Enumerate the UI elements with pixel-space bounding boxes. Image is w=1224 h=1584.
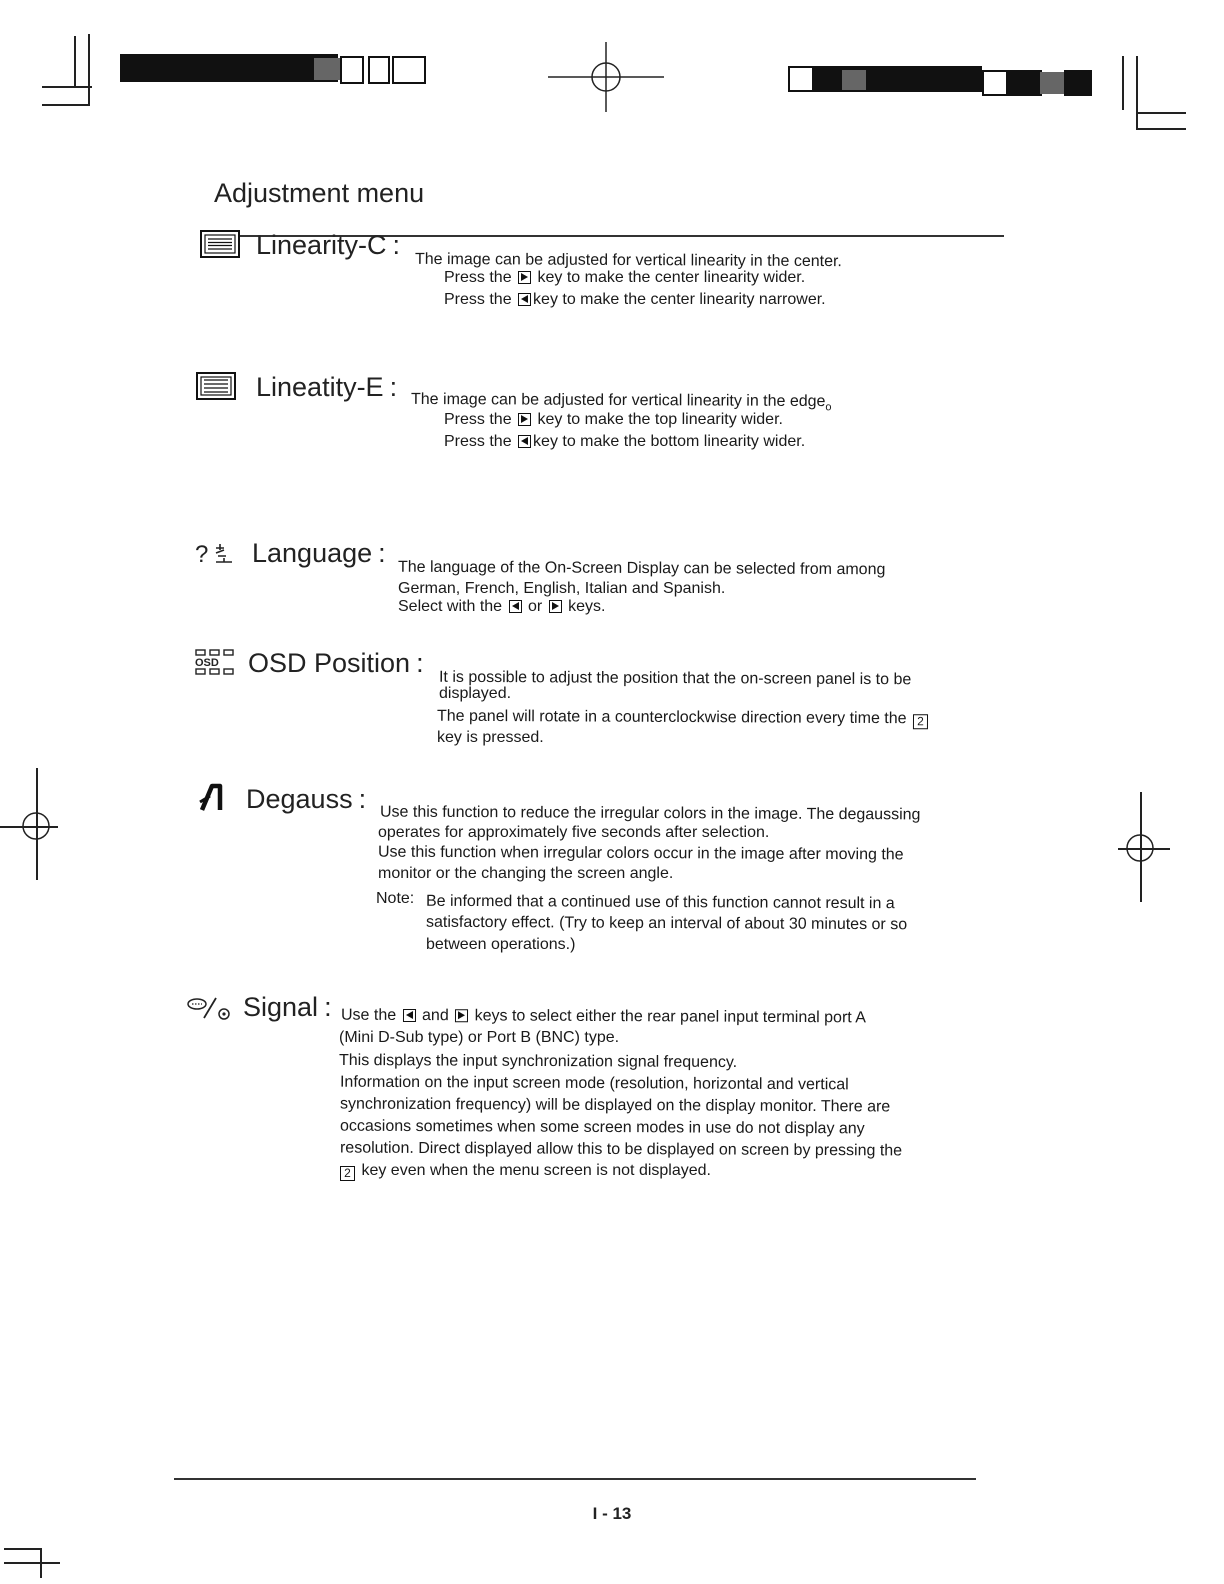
left-arrow-key-icon [509, 600, 522, 613]
osd-position-label: OSD Position : [248, 648, 424, 678]
signal-label: Signal : [243, 992, 332, 1022]
svg-text:OSD: OSD [195, 657, 219, 669]
osd-icon [194, 648, 236, 676]
right-arrow-key-icon [549, 600, 562, 613]
linearity-c-label: Linearity-C : [256, 230, 401, 260]
degauss-description-4: monitor or the changing the screen angle. [378, 865, 674, 882]
language-icon [194, 540, 240, 568]
degauss-label: Degauss : [246, 784, 367, 814]
svg-text:?: ? [195, 541, 209, 568]
degauss-note-1: Be informed that a continued use of this function cannot result in a [425, 892, 895, 913]
linearity-c-description: The image can be adjusted for vertical linearity in the center. [414, 250, 842, 271]
left-arrow-key-icon [518, 435, 531, 448]
degauss-note-label: Note: [376, 890, 415, 907]
language-label: Language : [252, 538, 386, 568]
linearity-e-label: Lineatity-E : [256, 372, 398, 402]
degauss-note-3: between operations.) [426, 936, 576, 953]
linearity-c-wider-line: Press the key to make the center linearity wider. [444, 269, 806, 286]
footer-divider [174, 1478, 976, 1480]
language-select-line: Select with the or keys. [398, 598, 606, 615]
key-2-icon: 2 [340, 1166, 355, 1181]
degauss-description-1: Use this function to reduce the irregular colors in the image. The degaussing [379, 803, 921, 824]
signal-description-8: 2 key even when the menu screen is not displayed. [338, 1160, 711, 1181]
linearity-e-description: The image can be adjusted for vertical linearity in the edge$_o$ [410, 390, 832, 414]
right-arrow-key-icon [518, 413, 531, 426]
language-description-1: The language of the On-Screen Display can be selected from among [397, 558, 886, 579]
signal-icon [186, 996, 232, 1022]
signal-description-4: Information on the input screen mode (resolution, horizontal and vertical [339, 1073, 849, 1094]
right-arrow-key-icon [518, 271, 531, 284]
osd-position-description-1: It is possible to adjust the position that the on-screen panel is to be [438, 668, 912, 689]
linearity-icon [200, 230, 240, 258]
linearity-c-narrower-line: Press the key to make the center linearity narrower. [444, 291, 826, 308]
page-title: Adjustment menu [214, 178, 425, 208]
signal-description-7: resolution. Direct displayed allow this to be displayed on screen by pressing the [339, 1139, 903, 1160]
registration-crosshair-right [1124, 832, 1164, 872]
linearity-icon [196, 372, 236, 400]
linearity-e-top-line: Press the key to make the top linearity wider. [444, 411, 783, 428]
left-arrow-key-icon [518, 293, 531, 306]
osd-position-description-2: displayed. [439, 685, 512, 702]
degauss-description-2: operates for approximately five seconds after selection. [378, 824, 770, 841]
signal-description-2: (Mini D-Sub type) or Port B (BNC) type. [339, 1029, 620, 1046]
signal-select-line: Use the and keys to select either the rear panel input terminal port A [340, 1006, 867, 1027]
osd-position-description-4: key is pressed. [437, 729, 544, 746]
degauss-description-3: Use this function when irregular colors occur in the image after moving the [377, 843, 904, 864]
signal-description-5: synchronization frequency) will be displayed on the display monitor. There are [339, 1095, 891, 1116]
signal-description-6: occasions sometimes when some screen modes in use do not display any [339, 1117, 865, 1138]
registration-crosshair-top [548, 42, 664, 112]
linearity-e-bottom-line: Press the key to make the bottom linearity wider. [444, 433, 806, 450]
left-arrow-key-icon [403, 1009, 416, 1022]
degauss-note-2: satisfactory effect. (Try to keep an interval of about 30 minutes or so [425, 913, 908, 934]
osd-position-description-3: The panel will rotate in a counterclockwise direction every time the 2 [437, 706, 930, 730]
language-description-2: German, French, English, Italian and Spanish. [398, 580, 726, 597]
signal-description-3: This displays the input synchronization signal frequency. [338, 1051, 738, 1072]
degauss-icon [198, 780, 230, 814]
registration-crosshair-left [18, 808, 58, 848]
right-arrow-key-icon [455, 1009, 468, 1022]
key-2-icon: 2 [913, 714, 928, 729]
page-number: I - 13 [592, 1504, 632, 1523]
